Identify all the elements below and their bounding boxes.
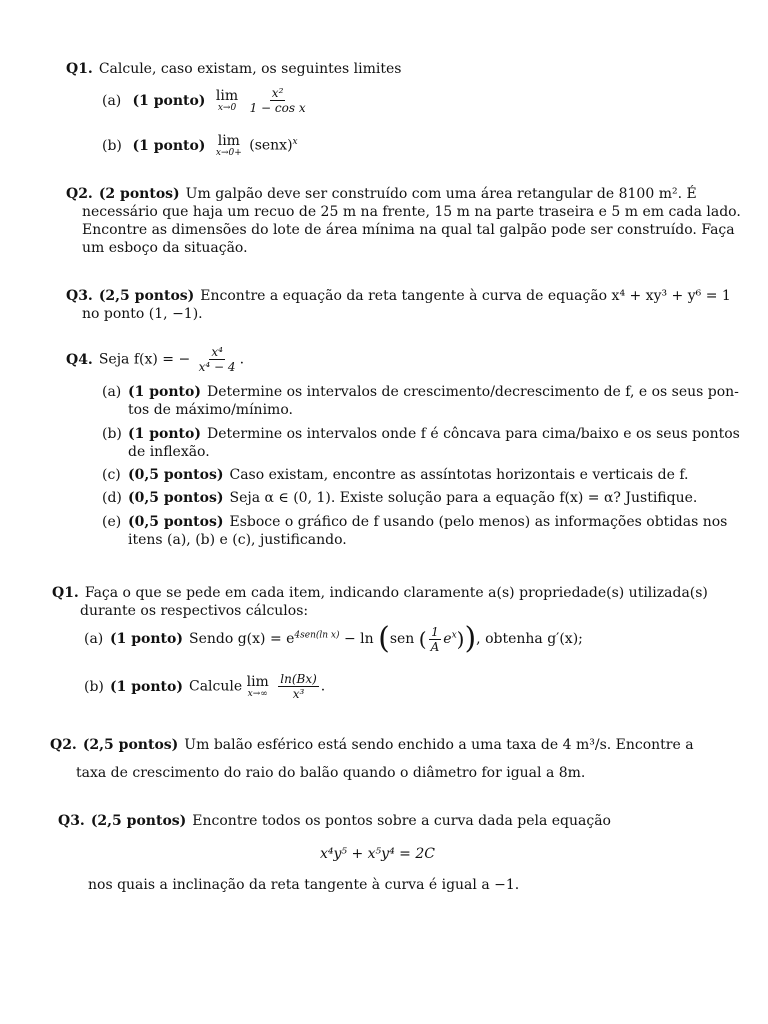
p2-q2-statement: Q2. (2,5 pontos) Um balão esférico está sendo enchido a uma taxa de 4 m³/s. Encontre a <box>50 737 694 753</box>
p2-q1-line2: durante os respectivos cálculos: <box>80 603 309 619</box>
p1-q2-line2: necessário que haja um recuo de 25 m na frente, 15 m na parte traseira e 5 m em cada lado. <box>82 204 741 220</box>
fraction: $\frac{\text{x²}}{\text{1 − cos x}}$ <box>249 86 306 115</box>
p1-q4-e-line2: itens (a), (b) e (c), justificando. <box>128 532 347 548</box>
p1-q4-b-line2: de inflexão. <box>128 444 210 460</box>
p2-q1-statement: Q1. Faça o que se pede em cada item, indicando claramente a(s) propriedade(s) utilizada(s) <box>52 585 708 601</box>
p1-q4-item-b: (b) (1 ponto) Determine os intervalos onde f é côncava para cima/baixo e os seus pontos <box>102 426 740 442</box>
p2-q3-statement: Q3. (2,5 pontos) Encontre todos os pontos sobre a curva dada pela equação <box>58 813 611 829</box>
p1-q1-number: Q1. <box>66 61 93 77</box>
p1-q2-statement: Q2. (2 pontos) Um galpão deve ser construído com uma área retangular de 8100 m². É <box>66 186 697 202</box>
p1-q2-line4: um esboço da situação. <box>82 240 248 256</box>
p1-q4-a-line2: tos de máximo/mínimo. <box>128 402 293 418</box>
p1-q2-line3: Encontre as dimensões do lote de área mínima na qual tal galpão pode ser construído. Faça <box>82 222 735 238</box>
limit-operator: lim x→∞ <box>246 673 269 699</box>
p2-q2-line2: taxa de crescimento do raio do balão quando o diâmetro for igual a 8m. <box>76 765 586 781</box>
p1-q4-item-d: (d) (0,5 pontos) Seja α ∈ (0, 1). Existe solução para a equação f(x) = α? Justifique. <box>102 490 698 506</box>
p1-q1-item-a: (a) (1 ponto) lim x→0 $\frac{\text{x²}}{\text{1 − cos x}}$ <box>102 86 306 115</box>
fraction: $\frac{\ln(Bx)}{\text{x³}}$ <box>280 672 317 701</box>
limit-operator: lim x→0+ <box>215 132 242 158</box>
p1-q1-item-b: (b) (1 ponto) lim x→0+ (senx)$^x$ <box>102 132 298 158</box>
p1-q4-item-e: (e) (0,5 pontos) Esboce o gráfico de f usando (pelo menos) as informações obtidas nos <box>102 514 728 530</box>
p1-q3-line2: no ponto (1, −1). <box>82 306 203 322</box>
p1-q3-statement: Q3. (2,5 pontos) Encontre a equação da reta tangente à curva de equação x⁴ + xy³ + y⁶ = 1 <box>66 288 731 304</box>
p1-q4-item-a: (a) (1 ponto) Determine os intervalos de crescimento/decrescimento de f, e os seus pon- <box>102 384 739 400</box>
p1-q1-statement: Q1. Calcule, caso existam, os seguintes limites <box>66 61 402 77</box>
p1-q4-item-c: (c) (0,5 pontos) Caso existam, encontre as assíntotas horizontais e verticais de f. <box>102 467 689 483</box>
p1-q4-statement: Q4. Seja f(x) = − $\frac{\text{x⁴}}{\text{x⁴ − 4}}$ . <box>66 345 245 374</box>
fraction: $\frac{1}{A}$ <box>430 624 440 654</box>
limit-operator: lim x→0 <box>215 87 239 113</box>
p2-q3-line2: nos quais a inclinação da reta tangente à curva é igual a −1. <box>88 877 520 893</box>
p2-q3-equation: x⁴y⁵ + x⁵y⁴ = 2C <box>320 846 435 862</box>
fraction: $\frac{\text{x⁴}}{\text{x⁴ − 4}}$ <box>198 345 236 374</box>
p2-q1-item-b: (b) (1 ponto) Calcule lim x→∞ $\frac{\ln(Bx)}{\text{x³}}$ . <box>84 672 326 701</box>
p2-q1-item-a: (a) (1 ponto) Sendo $g(x) = e^{4sen(ln x)} - \ln (sen$ ( $\frac{1}{A}$ $e^x$)), obtenha g′(x); <box>84 621 583 656</box>
